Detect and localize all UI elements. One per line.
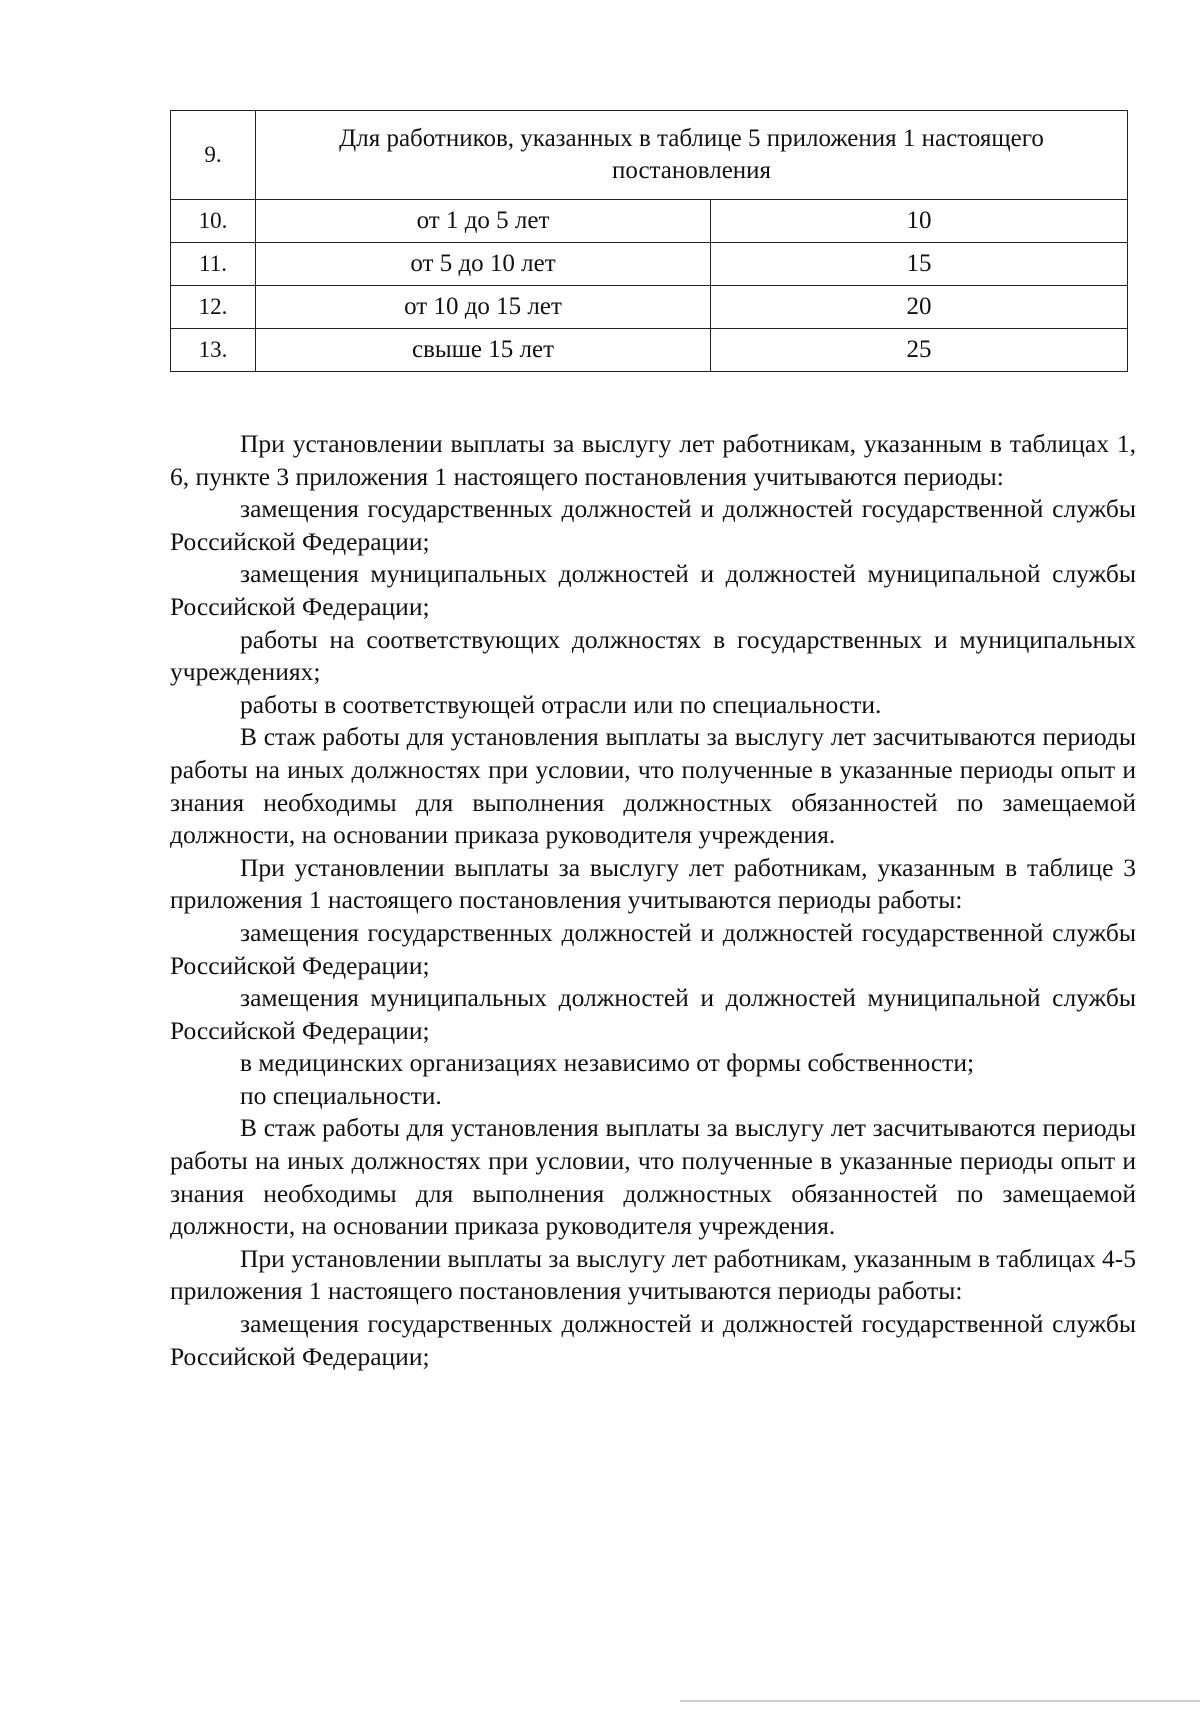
paragraph: В стаж работы для установления выплаты за выслугу лет засчитываются периоды работы на иных должностях при условии, что полученные в указанные периоды опыт и знания необходимы для выполнения должностных обязанностей по замещаемой должности, на основании приказа руководителя учреждения. xyxy=(170,1113,1136,1241)
row-number: 13. xyxy=(171,329,256,372)
table-row xyxy=(171,200,1128,243)
row-value: 20 xyxy=(711,286,1128,329)
table-section-heading: Для работников, указанных в таблице 5 приложения 1 настоящего постановления xyxy=(256,111,1128,200)
row-number: 9. xyxy=(171,111,256,200)
table-row xyxy=(171,243,1128,286)
row-value: 25 xyxy=(711,329,1128,372)
paragraph: работы в соответствующей отрасли или по специальности. xyxy=(240,689,882,719)
table-header-row xyxy=(171,111,1128,200)
paragraph: В стаж работы для установления выплаты за выслугу лет засчитываются периоды работы на иных должностях при условии, что полученные в указанные периоды опыт и знания необходимы для выполнения должностных обязанностей по замещаемой должности, на основании приказа руководителя учреждения. xyxy=(170,722,1136,850)
paragraph: замещения государственных должностей и должностей государственной службы Российской Федерации; xyxy=(170,917,1136,980)
row-value: 10 xyxy=(711,200,1128,243)
row-term: от 10 до 15 лет xyxy=(256,286,711,329)
scan-edge-line xyxy=(680,1700,1200,1702)
document-body xyxy=(170,428,1136,1373)
row-number: 12. xyxy=(171,286,256,329)
paragraph: При установлении выплаты за выслугу лет работникам, указанным в таблице 3 приложения 1 настоящего постановления учитываются периоды работы: xyxy=(170,852,1136,915)
paragraph: замещения муниципальных должностей и должностей муниципальной службы Российской Федерации; xyxy=(170,983,1136,1045)
paragraph: по специальности. xyxy=(240,1080,442,1110)
paragraph: замещения государственных должностей и должностей государственной службы Российской Федерации; xyxy=(170,1309,1136,1371)
paragraph: При установлении выплаты за выслугу лет работникам, указанным в таблицах 4-5 приложения 1 настоящего постановления учитываются периоды работы: xyxy=(170,1243,1136,1306)
row-term: свыше 15 лет xyxy=(256,329,711,372)
row-number: 11. xyxy=(171,243,256,286)
paragraph: замещения муниципальных должностей и должностей муниципальной службы Российской Федерации; xyxy=(170,559,1136,621)
paragraph: При установлении выплаты за выслугу лет работникам, указанным в таблицах 1, 6, пункте 3 приложения 1 настоящего постановления учитываются периоды: xyxy=(170,429,1136,491)
row-number: 10. xyxy=(171,200,256,243)
row-term: от 5 до 10 лет xyxy=(256,243,711,286)
paragraph: в медицинских организациях независимо от формы собственности; xyxy=(240,1048,975,1078)
row-value: 15 xyxy=(711,243,1128,286)
paragraph: работы на соответствующих должностях в государственных и муниципальных учреждениях; xyxy=(170,624,1136,687)
table-row xyxy=(171,329,1128,372)
paragraph: замещения государственных должностей и должностей государственной службы Российской Федерации; xyxy=(170,494,1136,556)
table-row xyxy=(171,286,1128,329)
row-term: от 1 до 5 лет xyxy=(256,200,711,243)
seniority-table xyxy=(170,110,1128,372)
